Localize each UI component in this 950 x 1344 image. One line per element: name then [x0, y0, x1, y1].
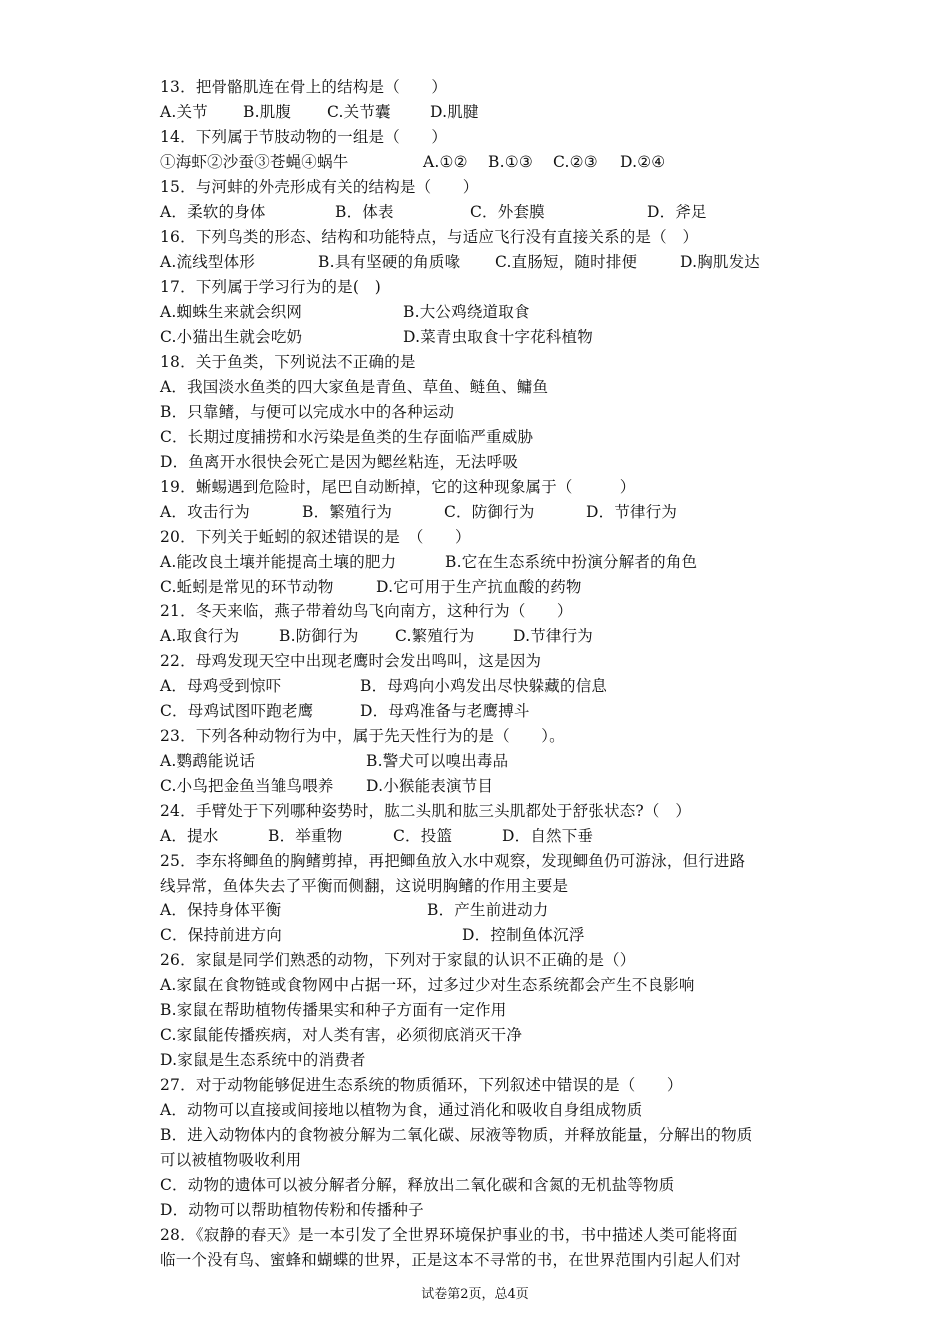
option-27b-cont: 可以被植物吸收利用 [160, 1151, 302, 1169]
question-15: 15．与河蚌的外壳形成有关的结构是（ ） [160, 178, 479, 196]
option-24a: A．提水 [160, 827, 219, 845]
option-25a: A．保持身体平衡 [160, 901, 282, 919]
option-14-items: ①海虾②沙蚕③苍蝇④蜗牛 [160, 153, 349, 171]
question-20: 20．下列关于蚯蚓的叙述错误的是 （ ） [160, 528, 471, 546]
option-17a: A.蜘蛛生来就会织网 [160, 303, 303, 321]
option-15a: A．柔软的身体 [160, 203, 266, 221]
option-24d: D．自然下垂 [502, 827, 594, 845]
question-27: 27．对于动物能够促进生态系统的物质循环，下列叙述中错误的是（ ） [160, 1076, 683, 1094]
option-27c: C．动物的遗体可以被分解者分解，释放出二氧化碳和含氮的无机盐等物质 [160, 1176, 675, 1194]
option-19d: D．节律行为 [586, 503, 678, 521]
option-18b: B．只靠鳍，与便可以完成水中的各种运动 [160, 403, 455, 421]
option-16c: C.直肠短，随时排便 [495, 253, 638, 271]
option-24b: B．举重物 [268, 827, 343, 845]
option-21c: C.繁殖行为 [395, 627, 475, 645]
question-14: 14．下列属于节肢动物的一组是（ ） [160, 128, 448, 146]
option-17d: D.菜青虫取食十字花科植物 [403, 328, 593, 346]
question-17: 17．下列属于学习行为的是( ) [160, 278, 382, 296]
option-22c: C．母鸡试图吓跑老鹰 [160, 702, 314, 720]
option-18a: A．我国淡水鱼类的四大家鱼是青鱼、草鱼、鲢鱼、鳙鱼 [160, 378, 549, 396]
option-18d: D．鱼离开水很快会死亡是因为鳃丝粘连，无法呼吸 [160, 453, 519, 471]
option-21a: A.取食行为 [160, 627, 240, 645]
option-26b: B.家鼠在帮助植物传播果实和种子方面有一定作用 [160, 1001, 507, 1019]
option-19a: A．攻击行为 [160, 503, 250, 521]
option-16b: B.具有坚硬的角质喙 [318, 253, 461, 271]
option-27d: D．动物可以帮助植物传粉和传播种子 [160, 1201, 424, 1219]
option-15d: D．斧足 [647, 203, 707, 221]
question-26: 26．家鼠是同学们熟悉的动物，下列对于家鼠的认识不正确的是（） [160, 951, 636, 969]
question-18: 18．关于鱼类，下列说法不正确的是 [160, 353, 416, 371]
option-16d: D.胸肌发达 [680, 253, 761, 271]
option-23b: B.警犬可以嗅出毒品 [366, 752, 509, 770]
option-14b: B.①③ [488, 153, 533, 171]
option-22d: D．母鸡准备与老鹰搏斗 [360, 702, 530, 720]
option-17c: C.小猫出生就会吃奶 [160, 328, 303, 346]
option-17b: B.大公鸡绕道取食 [403, 303, 530, 321]
option-19c: C．防御行为 [444, 503, 535, 521]
question-23: 23．下列各种动物行为中，属于先天性行为的是（ ）。 [160, 727, 565, 745]
option-22b: B．母鸡向小鸡发出尽快躲藏的信息 [360, 677, 608, 695]
option-16a: A.流线型体形 [160, 253, 256, 271]
question-13: 13．把骨骼肌连在骨上的结构是（ ） [160, 78, 448, 96]
option-26d: D.家鼠是生态系统中的消费者 [160, 1051, 366, 1069]
option-21d: D.节律行为 [513, 627, 594, 645]
option-25d: D．控制鱼体沉浮 [462, 926, 585, 944]
option-14a: A.①② [423, 153, 468, 171]
option-22a: A．母鸡受到惊吓 [160, 677, 282, 695]
question-28-cont: 临一个没有鸟、蜜蜂和蝴蝶的世界，正是这本不寻常的书，在世界范围内引起人们对 [160, 1251, 741, 1269]
option-20b: B.它在生态系统中扮演分解者的角色 [445, 553, 698, 571]
option-14c: C.②③ [553, 153, 598, 171]
option-24c: C．投篮 [393, 827, 453, 845]
question-21: 21．冬天来临，燕子带着幼鸟飞向南方，这种行为（ ） [160, 602, 573, 620]
option-13c: C.关节囊 [327, 103, 391, 121]
option-23a: A.鹦鹉能说话 [160, 752, 256, 770]
question-19: 19．蜥蜴遇到危险时，尾巴自动断掉，它的这种现象属于（ ） [160, 478, 636, 496]
option-19b: B．繁殖行为 [302, 503, 393, 521]
option-23d: D.小猴能表演节目 [366, 777, 494, 795]
question-22: 22．母鸡发现天空中出现老鹰时会发出鸣叫，这是因为 [160, 652, 542, 670]
option-25b: B．产生前进动力 [427, 901, 549, 919]
option-20a: A.能改良土壤并能提高土壤的肥力 [160, 553, 397, 571]
page-footer: 试卷第2页，总4页 [421, 1287, 529, 1302]
option-13a: A.关节 [160, 103, 208, 121]
question-25-cont: 线异常，鱼体失去了平衡而侧翻，这说明胸鳍的作用主要是 [160, 877, 569, 895]
question-16: 16．下列鸟类的形态、结构和功能特点，与适应飞行没有直接关系的是（ ） [160, 228, 699, 246]
option-14d: D.②④ [620, 153, 666, 171]
option-25c: C．保持前进方向 [160, 926, 282, 944]
option-15b: B．体表 [335, 203, 394, 221]
option-27b: B．进入动物体内的食物被分解为二氧化碳、尿液等物质，并释放能量，分解出的物质 [160, 1126, 753, 1144]
option-20d: D.它可用于生产抗血酸的药物 [376, 578, 582, 596]
question-28: 28．《寂静的春天》是一本引发了全世界环境保护事业的书，书中描述人类可能将面 [160, 1226, 738, 1244]
option-13d: D.肌腱 [430, 103, 479, 121]
option-27a: A．动物可以直接或间接地以植物为食，通过消化和吸收自身组成物质 [160, 1101, 643, 1119]
option-15c: C．外套膜 [470, 203, 545, 221]
option-18c: C．长期过度捕捞和水污染是鱼类的生存面临严重威胁 [160, 428, 534, 446]
option-20c: C.蚯蚓是常见的环节动物 [160, 578, 334, 596]
question-25: 25．李东将鲫鱼的胸鳍剪掉，再把鲫鱼放入水中观察，发现鲫鱼仍可游泳，但行进路 [160, 852, 746, 870]
question-24: 24．手臂处于下列哪种姿势时，肱二头肌和肱三头肌都处于舒张状态?（ ） [160, 802, 692, 820]
option-21b: B.防御行为 [279, 627, 359, 645]
option-26c: C.家鼠能传播疾病，对人类有害，必须彻底消灭干净 [160, 1026, 523, 1044]
option-23c: C.小鸟把金鱼当雏鸟喂养 [160, 777, 334, 795]
option-26a: A.家鼠在食物链或食物网中占据一环，过多过少对生态系统都会产生不良影响 [160, 976, 695, 994]
option-13b: B.肌腹 [243, 103, 292, 121]
